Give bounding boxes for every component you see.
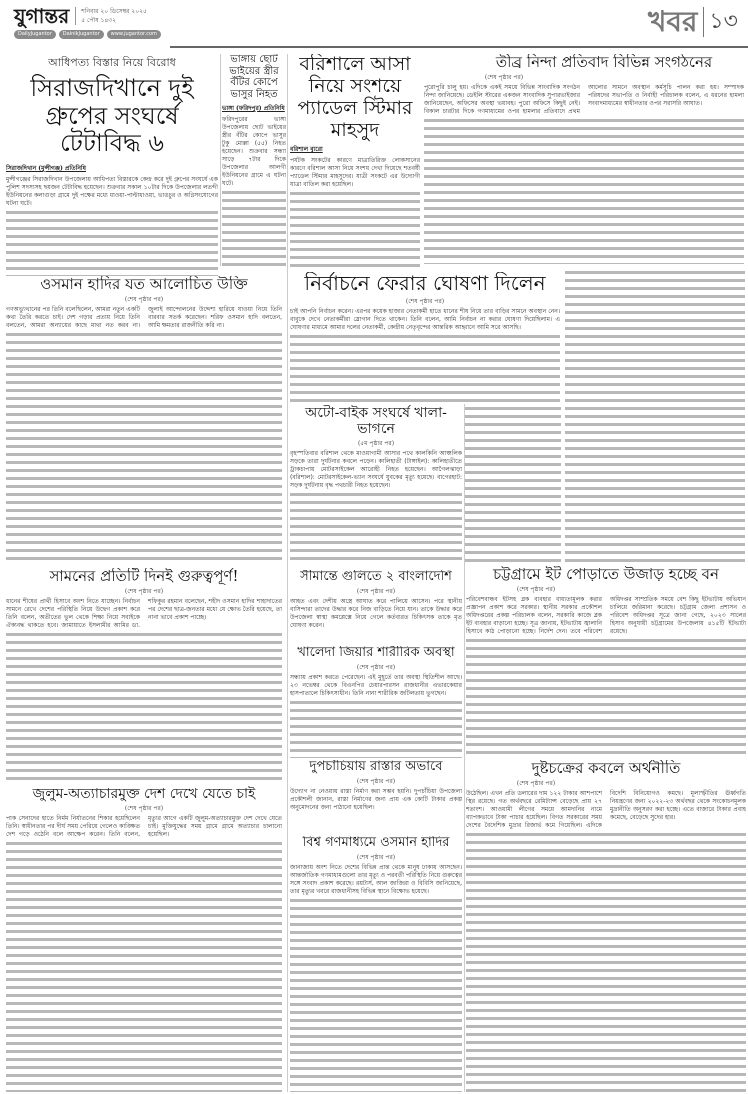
- x-link[interactable]: DailyJugantor: [14, 30, 56, 39]
- column-divider: [220, 54, 221, 266]
- article-samner-protiti-din: [6, 568, 282, 782]
- headline[interactable]: বিশ্ব গণমাধ্যমে ওসমান হাদির: [302, 836, 450, 850]
- text-lines: [6, 631, 282, 782]
- headline[interactable]: নির্বাচনে ফেরার ঘোষণা দিলেন: [304, 272, 546, 295]
- headline[interactable]: তীব্র নিন্দা প্রতিবাদ বিভিন্ন সংগঠনের: [495, 54, 713, 71]
- social-links: [14, 30, 161, 39]
- article-sirajdikhan: [6, 54, 218, 276]
- headline[interactable]: দুপচাঁচিয়ায় রাস্তার অভাবে: [309, 760, 443, 774]
- continued-label: (শেষ পৃষ্ঠার পর): [356, 777, 396, 785]
- article-body: চাই আপনি নির্বাচন করেন। এরপর কয়েক হাজার নেতাকর্মী হাতে ধানের শীষ নিয়ে তার বাড়ির সামনে অবস্থান নেন। বাবুকে দেখে নেতাকর্মীরা স্লোগান দিতে থাকেন। তিনি বলেন, আমি নির্বাচন না করার ঘোষণা দিয়েছিলাম। এ ঘোষণার মাধ্যমে আমার দলের নেতাকর্মী, কেন্দ্রীয় নেতৃবৃন্দের আন্তরিক আহ্বানে আমি সরে আসছি।: [290, 308, 560, 331]
- article-body: বৃহস্পতিবার বরিশাল থেকে মাওয়াগামী আসার পথে কালকিনি আঞ্চলিক সড়কে তারা দুর্ঘটনার কবলে পড়েন। কালিহাতী (টাঙ্গাইল): কালিহাতীতে ট্রাকচাপায় মোটরসাইকেল আরোহী নিহত হয়েছেন। আগৈলঝাড়া (বরিশাল): মোটরসাইকেল-ভ্যান সংঘর্ষে যুবকের মৃত্যু হয়েছে। বাগেরহাট: সড়ক দুর্ঘটনায় বৃদ্ধ পথচারী নিহত হয়েছেন।: [290, 450, 462, 490]
- text-lines: [290, 333, 560, 402]
- article-dupchanchia: [290, 760, 462, 834]
- text-lines: [290, 699, 462, 758]
- article-barishal: [290, 54, 420, 268]
- header-rule: [170, 46, 748, 48]
- text-lines: [6, 209, 218, 276]
- headline[interactable]: ভাঙ্গায় ছোট ভাইয়ের স্ত্রীর বঁটির কোপে ভাসুর নিহত: [229, 54, 279, 100]
- article-body: জানাজায় অংশ নিতে দেশের বিভিন্ন প্রান্ত থেকে মানুষ ঢাকায় আসছেন। আন্তর্জাতিক গণমাধ্যমগুলো তার মৃত্যু ও পরবর্তী পরিস্থিতি নিয়ে গুরুত্বের সঙ্গে সংবাদ প্রকাশ করেছে। রয়টার্স, আল জাজিরা ও বিবিসি জানিয়েছে, তার মৃত্যুর খবরে রাজধানীসহ বিভিন্ন স্থানে বিক্ষোভ হয়েছে।: [290, 863, 462, 895]
- text-lines: [222, 189, 286, 266]
- article-auto-bike: [290, 405, 462, 563]
- byline: বরিশাল ব্যুরো: [290, 146, 323, 154]
- continued-label: (শেষ পৃষ্ঠার পর): [516, 780, 556, 788]
- article-julum: [6, 786, 282, 1092]
- column-divider: [287, 54, 288, 1092]
- text-lines: [6, 331, 282, 564]
- article-tibro-ninda: [424, 54, 744, 264]
- byline: সিরাজদিখান (মুন্সীগঞ্জ) প্রতিনিধি: [6, 164, 86, 172]
- facebook-link[interactable]: DainikJugantor: [59, 30, 104, 39]
- article-body: উঠেছিল। এখন প্রতি ডলারের দাম ১২২ টাকার আশপাশে স্থির রয়েছে। গত অর্থবছরে রেমিট্যান্স বেড়েছে প্রায় ২৭ শতাংশ। আওয়ামী লীগের সময়ে আমদানির নামে ব্যাপকভাবে টাকা পাচার হয়েছিল। বিগত সরকারের সময় দেশের বৈদেশিক মুদ্রার রিজার্ভ কমে গিয়েছিল। এদিকে বিদেশি বিনিয়োগও কমছে। মূল্যস্ফীতির ঊর্ধ্বগতি নিয়ন্ত্রণের জন্য ২০২২-২৩ অর্থবছর থেকে সংকোচনমূলক মুদ্রানীতি অনুসরণ করা হচ্ছে। এতে বাজারে টাকার প্রবাহ কমেছে, বেড়েছে সুদের হার।: [466, 790, 746, 830]
- continued-label: (শেষ পৃষ্ঠার পর): [484, 74, 524, 82]
- text-lines: [290, 190, 420, 268]
- edition-date: [75, 7, 147, 25]
- headline[interactable]: খালেদা জিয়ার শারীরিক অবস্থা: [297, 646, 455, 660]
- text-lines: [465, 405, 561, 564]
- continued-label: (শেষ পৃষ্ঠার পর): [356, 663, 396, 671]
- article-tibro-continued-2: [465, 404, 561, 564]
- masthead: [0, 0, 748, 52]
- article-body: আহত এবং দেশীয় অস্ত্রে আঘাত করে পালিয়ে আসেন। পরে স্থানীয় বাসিন্দারা তাদের উদ্ধার করে নিজ বাড়িতে নিয়ে যান। তাকে উদ্ধার করে উপজেলা স্বাস্থ্য কমপ্লেক্সে নিয়ে গেলে কর্তব্যরত চিকিৎসক তাকে মৃত ঘোষণা করেন।: [290, 597, 462, 629]
- article-body: উদ্যোগ না নেওয়ায় রাস্তা নির্মাণ করা সম্ভব হয়নি। দুপচাঁচিয়া উপজেলা প্রকৌশলী জানান, রাস্তা নির্মাণের জন্য প্রায় এক কোটি টাকার প্রকল্প অনুমোদনের জন্য পাঠানো হয়েছিল।: [290, 787, 462, 811]
- article-body: মুন্সীগঞ্জের সিরাজদিখান উপজেলায় আধিপত্য বিস্তারকে কেন্দ্র করে দুই গ্রুপের সংঘর্ষে এক পুলিশ সদস্যসহ ছয়জন টেটাবিদ্ধ হয়েছেন। শুক্রবার সকাল ১০টার দিকে উপজেলার লতব্দী ইউনিয়নের কলাগুড়া গ্রামে দুই পক্ষের মধ্যে ধাওয়া-পাল্টাধাওয়া, ভাঙচুর ও অগ্নিসংযোগের ঘটনা ঘটে।: [6, 175, 218, 207]
- text-lines: [466, 831, 746, 1092]
- headline[interactable]: দুষ্টচক্রের কবলে অর্থনীতি: [531, 760, 681, 777]
- article-body: পাক সেনাদের হাতে নির্মম নির্যাতনের শিকার হয়েছিলেন তিনি। স্বাধীনতার পর দীর্ঘ সময় পেরিয়ে গেলেও কাঙ্ক্ষিত দেশ গড়ে ওঠেনি বলে আক্ষেপ করেন। তিনি বলেন, মৃত্যুর আগে একটি জুলুম-অত্যাচারমুক্ত দেশ দেখে যেতে চাই। মুক্তিযুদ্ধের সময় গ্রামে গ্রামে অত্যাচার চালানো হয়েছিল।: [6, 815, 282, 839]
- text-lines: [424, 117, 744, 264]
- headline[interactable]: ওসমান হাদির যত আলোচিত উক্তি: [40, 276, 248, 293]
- headline[interactable]: চট্টগ্রামে ইট পোড়াতে উজাড় হচ্ছে বন: [493, 566, 719, 583]
- headline[interactable]: সীমান্তে গুলিতে ২ বাংলাদেশি: [300, 570, 452, 584]
- brand-row: [14, 4, 161, 28]
- text-lines: [466, 637, 746, 756]
- website-link[interactable]: www.jugantor.com: [107, 30, 161, 39]
- article-bhanga: [222, 54, 286, 266]
- text-lines: [565, 269, 745, 563]
- article-khaleda: [290, 646, 462, 758]
- headline[interactable]: বরিশালে আসা নিয়ে সংশয়ে প্যাডেল স্টিমার মাহসুদ: [297, 54, 413, 141]
- article-nirbachon: [290, 272, 560, 402]
- article-body: সন্ধ্যায় প্রকাশ করতে পেরেছেন। এই মুহূর্তে তার অবস্থা স্থিতিশীল আছে। ২৩ নভেম্বর থেকে বিএনপির চেয়ারপারসন রাজধানীর এভারকেয়ার হাসপাতালে চিকিৎসাধীন। তিনি নানা শারীরিক জটিলতায় ভুগছেন।: [290, 673, 462, 697]
- text-lines: [290, 491, 462, 563]
- article-tibro-continued: [565, 268, 745, 563]
- continued-label: (শেষ পৃষ্ঠার পর): [124, 296, 164, 304]
- continued-label: (শেষ পৃষ্ঠার পর): [356, 587, 396, 595]
- continued-label: (শেষ পৃষ্ঠার পর): [356, 853, 396, 861]
- article-body: ধানের শীষের প্রার্থী হিসাবে অংশ নিতে যাচ্ছেন। নির্বাচন সামনে রেখে দেশের পরিস্থিতি নিয়ে উদ্বেগ প্রকাশ করে তিনি বলেন, অতীতের ভুল থেকে শিক্ষা নিয়ে সবাইকে ঐক্যবদ্ধ থাকতে হবে। জামায়াতে ইসলামীর আমির ডা. শফিকুর রহমান বলেছেন, শহীদ ওসমান হাদির শাহাদাতের পর দেশের ছাত্র-জনতার মধ্যে যে ক্ষোভ তৈরি হয়েছে, তা নানা ভাবে প্রকাশ পাচ্ছে।: [6, 598, 282, 630]
- continued-label: (৫ম পৃষ্ঠার পর): [357, 440, 395, 448]
- headline[interactable]: সিরাজদিখানে দুই গ্রুপের সংঘর্ষে টেটাবিদ্ধ ৬: [30, 74, 194, 158]
- article-body: পরিবেশবান্ধব ইটসহ ব্লক ব্যবহার বাধ্যতামূলক করার প্রজ্ঞাপন প্রকাশ করে সরকার। স্থানীয় সরকার প্রকৌশল অধিদপ্তরের প্রকল্প পরিচালক বলেন, সরকারি কাজে ব্লক ইট ব্যবহার বাড়ানো হচ্ছে। সূত্র জানায়, ইটভাটায় জ্বালানি হিসাবে কাঠ পোড়ানো হচ্ছে। নির্দেশ দেন। তবে পরিবেশ অধিদপ্তর সাম্প্রতিক সময়ে বেশ কিছু ইটভাটায় অভিযান চালিয়ে জরিমানা করেছে। চট্টগ্রাম জেলা প্রশাসন ও পরিবেশ অধিদপ্তর সূত্রে জানা গেছে, ২০২৩ সালের হিসাব অনুযায়ী চট্টগ্রামের উপজেলায় ৪১৫টি ইটভাটা রয়েছে।: [466, 596, 746, 636]
- article-body: পর্যটক সংকটের কারণে মাত্রাতিরিক্ত লোকসানের কারণে বরিশাল আসা নিয়ে সংশয় দেখা দিয়েছে শতবর্ষী প্যাডেল স্টিমার মাহসুদের। যাত্রী সংকটে এর উদ্যোগী যাত্রা বাতিল করা হয়েছিল।: [290, 157, 420, 189]
- article-osman-hadi-quotes: [6, 276, 282, 564]
- text-lines: [6, 840, 282, 1092]
- article-body: পুরোপুরি চালু হয়। এদিকে একই সময়ে বিভিন্ন সাংবাদিক সংগঠন নিন্দা জানিয়েছে। ডেইলি স্টারের একজন সাংবাদিক সুপারভাইজার জানিয়েছেন, অফিসের অবস্থা ভয়াবহ। পুরো অফিসে কিছুই নেই। বিকাল চারটার দিকে গণমাধ্যমের ওপর হামলার প্রতিবাদে প্রথম আলোর সামনে অবস্থান কর্মসূচি পালন করা হয়। সম্পাদক পরিষদের সভাপতি ও নির্বাহী পরিচালক বলেন, এ ধরনের হামলা সংবাদমাধ্যমের স্বাধীনতার ওপর সরাসরি আঘাত।: [424, 84, 744, 116]
- article-simante: [290, 570, 462, 644]
- kicker: আধিপত্য বিস্তার নিয়ে বিরোধ: [48, 56, 176, 69]
- headline[interactable]: জুলুম-অত্যাচারমুক্ত দেশ দেখে যেতে চাই: [32, 786, 256, 802]
- article-biswa-gonomadhyam: [290, 836, 462, 1092]
- newspaper-logo[interactable]: যুগান্তর: [14, 4, 70, 28]
- column-divider: [464, 404, 465, 1092]
- date-bengali: ৫ পৌষ ১৪৩২: [81, 17, 117, 24]
- continued-label: (শেষ পৃষ্ঠার পর): [124, 588, 164, 596]
- article-dushtochokro: [466, 760, 746, 1092]
- section-heading: [648, 4, 738, 40]
- continued-label: (শেষ পৃষ্ঠার পর): [516, 586, 556, 594]
- continued-label: (শেষ পৃষ্ঠার পর): [124, 805, 164, 813]
- text-lines: [290, 897, 462, 1092]
- headline[interactable]: সামনের প্রতিটি দিনই গুরুত্বপূর্ণ!: [49, 568, 239, 585]
- article-chattogram: [466, 566, 746, 756]
- section-title: খবর: [648, 5, 698, 38]
- brand-block: [14, 4, 161, 39]
- continued-label: (শেষ পৃষ্ঠার পর): [405, 298, 445, 305]
- article-body: ফরিদপুরের ভাঙ্গা উপজেলায় ছোট ভাইয়ের স্ত্রীর বঁটির কোপে ভাসুর টুকু মোল্লা (৫৫) নিহত হয়েছেন। শুক্রবার সন্ধ্যা সাড়ে ৭টার দিকে উপজেলার আলগী ইউনিয়নের গ্রামে এ ঘটনা ঘটে।: [222, 116, 286, 187]
- headline[interactable]: অটো-বাইক সংঘর্ষে খালা-ভাগনে: [305, 405, 447, 438]
- byline: ভাঙ্গা (ফরিদপুর) প্রতিনিধি: [222, 105, 285, 112]
- article-body: গণঅভ্যুত্থানের পর তিনি বলেছিলেন, আমরা নতুন একটি কথা তৈরি করতে চাই। দেশ গড়ার প্রত্যয় নিয়ে তিনি বলতেন, আমরা অন্যায়ের কাছে মাথা নত করব না। জুলাই আন্দোলনের উদ্দেশ্য হারিয়ে যাওয়া নিয়ে তিনি বারবার সতর্ক করেছেন। শরিফ ওসমান হাদি বলতেন, আমি ক্ষমতার রাজনীতি করি না।: [6, 306, 282, 330]
- page-number: ১৩: [703, 7, 738, 37]
- date-gregorian: শনিবার ২০ ডিসেম্বর ২০২৫: [81, 8, 147, 15]
